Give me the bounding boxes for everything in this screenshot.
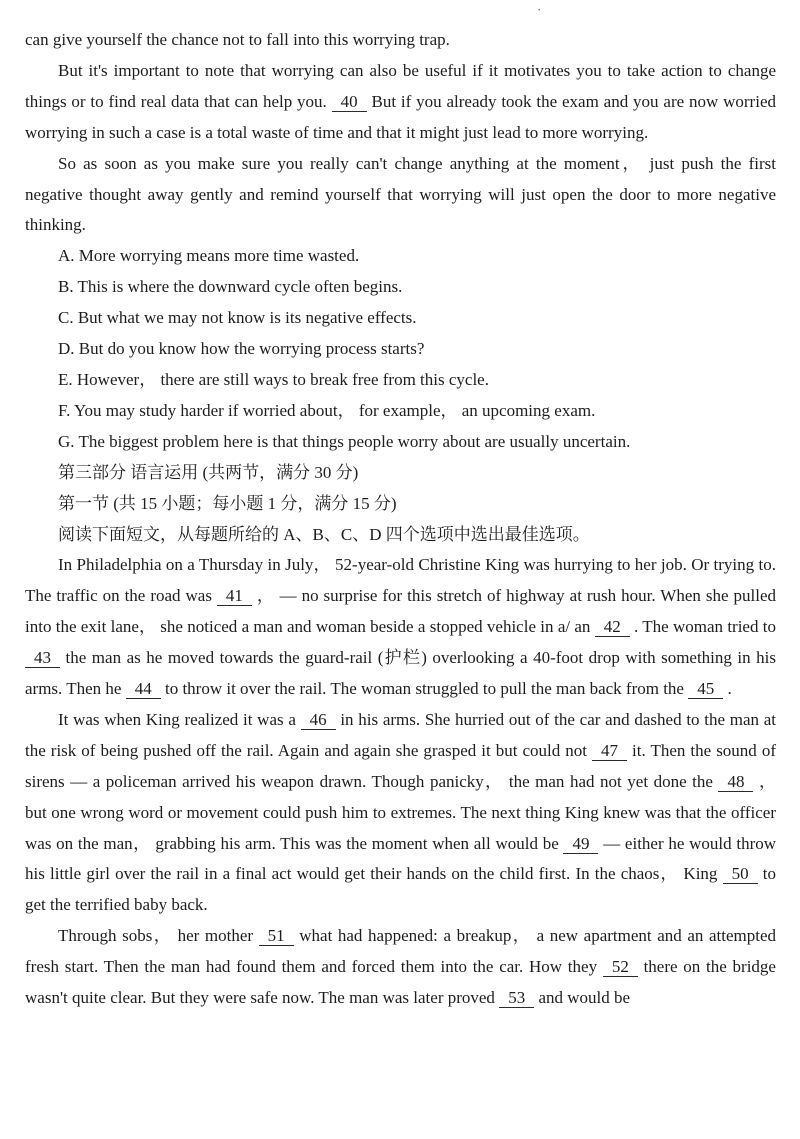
text-run: So as soon as you make sure you really can't change anything at the moment， just push the first negative thought away gently and remind yourself that worrying will just open the door to more negative thinking. bbox=[25, 153, 776, 235]
cloze-blank-43: 43 bbox=[25, 648, 60, 668]
paragraph bbox=[25, 550, 776, 705]
text-run: 第一节 (共 15 小题；每小题 1 分，满分 15 分) bbox=[58, 493, 397, 513]
scan-artifact-dot: · bbox=[537, 2, 542, 17]
option-C bbox=[25, 303, 776, 334]
option-F bbox=[25, 396, 776, 427]
option-D bbox=[25, 334, 776, 365]
text-run: ， but one wrong word or movement could push him to extremes. The next thing King knew was that the officer was on the man， grabbing his arm. This was the moment when all would be bbox=[25, 771, 776, 853]
text-run: . The woman tried to bbox=[629, 617, 776, 637]
paragraph-continuation bbox=[25, 25, 776, 56]
text-run: it. Then the sound of sirens — a policeman arrived his weapon drawn. Though panicky， the man had not yet done the bbox=[25, 740, 776, 791]
cloze-blank-47: 47 bbox=[592, 741, 627, 761]
text-run: — either he would throw his little girl over the rail in a final act would get their hands on the child first. In the chaos， King bbox=[25, 833, 777, 884]
option-A bbox=[25, 241, 776, 272]
section-header-node1 bbox=[25, 489, 776, 520]
text-run: G. The biggest problem here is that things people worry about are usually uncertain. bbox=[58, 431, 631, 451]
paragraph bbox=[25, 705, 776, 921]
paragraph bbox=[25, 56, 776, 149]
section-instructions bbox=[25, 520, 776, 551]
cloze-blank-52: 52 bbox=[603, 957, 638, 977]
text-run: Through sobs， her mother bbox=[58, 926, 259, 946]
cloze-blank-40: 40 bbox=[332, 92, 367, 112]
text-run: B. This is where the downward cycle often begins. bbox=[58, 277, 403, 297]
cloze-blank-46: 46 bbox=[301, 710, 336, 730]
cloze-blank-44: 44 bbox=[126, 679, 161, 699]
option-B bbox=[25, 272, 776, 303]
text-run: . bbox=[723, 679, 732, 699]
text-run: In Philadelphia on a Thursday in July， 52-year-old Christine King was hurrying to her job. Or trying to. The traffic on the road was bbox=[25, 555, 776, 606]
paragraph bbox=[25, 149, 776, 242]
option-E bbox=[25, 365, 776, 396]
text-run: and would be bbox=[534, 988, 631, 1008]
cloze-blank-41: 41 bbox=[217, 586, 252, 606]
text-run: C. But what we may not know is its negative effects. bbox=[58, 308, 417, 328]
cloze-blank-48: 48 bbox=[718, 772, 753, 792]
cloze-blank-50: 50 bbox=[723, 864, 758, 884]
text-run: E. However， there are still ways to break free from this cycle. bbox=[58, 369, 489, 389]
text-run: there on the bridge wasn't quite clear. But they were safe now. The man was later proved bbox=[25, 957, 776, 1008]
text-run: But it's important to note that worrying can also be useful if it motivates you to take action to change things or to find real data that can help you. bbox=[25, 60, 776, 111]
cloze-blank-45: 45 bbox=[688, 679, 723, 699]
text-run: 阅读下面短文，从每题所给的 A、B、C、D 四个选项中选出最佳选项。 bbox=[58, 524, 590, 544]
cloze-blank-49: 49 bbox=[563, 834, 598, 854]
text-run: It was when King realized it was a bbox=[58, 709, 301, 729]
text-run: F. You may study harder if worried about， for example， an upcoming exam. bbox=[58, 400, 596, 420]
text-run: ， — no surprise for this stretch of highway at rush hour. When she pulled into the exit lane， she noticed a man and woman beside a stopped vehicle in a/ an bbox=[25, 586, 776, 637]
text-run: in his arms. She hurried out of the car and dashed to the man at the risk of being pushed off the rail. Again and again she grasped it but could not bbox=[25, 709, 776, 760]
text-run: the man as he moved towards the guard-rail (护栏) overlooking a 40-foot drop with something in his arms. Then he bbox=[25, 648, 776, 699]
cloze-blank-53: 53 bbox=[499, 988, 534, 1008]
text-run: can give yourself the chance not to fall into this worrying trap. bbox=[25, 30, 450, 49]
section-header-part3 bbox=[25, 458, 776, 489]
text-run: But if you already took the exam and you are now worried worrying in such a case is a total waste of time and that it might just lead to more worrying. bbox=[25, 91, 776, 142]
text-run: to get the terrified baby back. bbox=[25, 864, 776, 915]
text-run: D. But do you know how the worrying process starts? bbox=[58, 339, 425, 359]
option-G bbox=[25, 427, 776, 458]
cloze-blank-42: 42 bbox=[595, 617, 630, 637]
text-run: 第三部分 语言运用 (共两节，满分 30 分) bbox=[58, 462, 359, 482]
text-run: to throw it over the rail. The woman struggled to pull the man back from the bbox=[160, 679, 689, 699]
cloze-blank-51: 51 bbox=[259, 926, 294, 946]
text-run: what had happened: a breakup， a new apartment and an attempted fresh start. Then the man had found them and forced them into the car. How they bbox=[25, 926, 777, 977]
paragraph bbox=[25, 921, 776, 1014]
text-run: A. More worrying means more time wasted. bbox=[58, 246, 360, 266]
